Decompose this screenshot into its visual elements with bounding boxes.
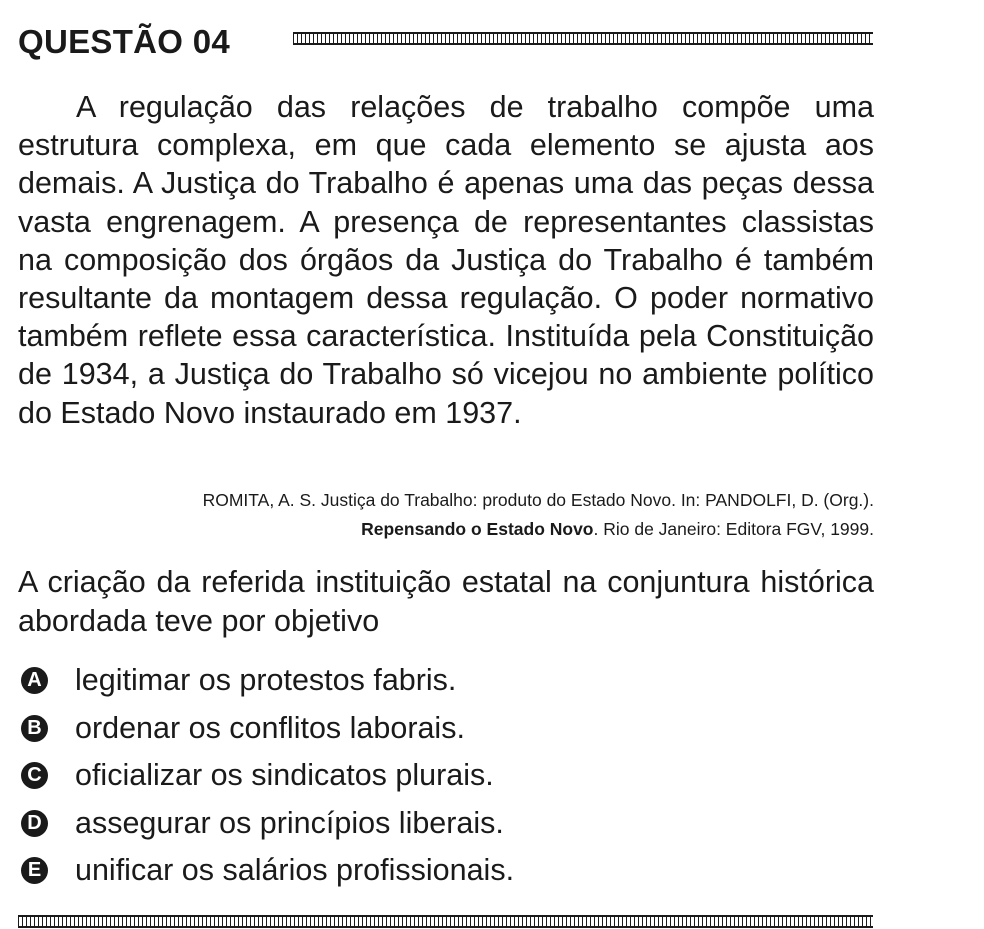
option-text-b: ordenar os conflitos laborais. bbox=[75, 710, 465, 745]
citation-book-title: Repensando o Estado Novo bbox=[361, 519, 594, 539]
option-c[interactable] bbox=[18, 752, 874, 800]
option-letter-a: A bbox=[21, 667, 48, 694]
question-header bbox=[18, 22, 874, 62]
option-text-a: legitimar os protestos fabris. bbox=[75, 663, 457, 698]
citation-publisher: . Rio de Janeiro: Editora FGV, 1999. bbox=[593, 519, 874, 539]
footer-divider bbox=[18, 915, 873, 928]
option-d[interactable] bbox=[18, 800, 874, 848]
question-title: QUESTÃO 04 bbox=[18, 23, 231, 60]
option-letter-e: E bbox=[21, 857, 48, 884]
citation-line-1: ROMITA, A. S. Justiça do Trabalho: produto do Estado Novo. In: PANDOLFI, D. (Org.). bbox=[202, 490, 874, 510]
option-b[interactable] bbox=[18, 705, 874, 753]
option-a[interactable] bbox=[18, 657, 874, 705]
answer-options bbox=[18, 657, 874, 895]
option-text-e: unificar os salários profissionais. bbox=[75, 853, 515, 888]
option-letter-b: B bbox=[21, 715, 48, 742]
option-text-c: oficializar os sindicatos plurais. bbox=[75, 758, 494, 793]
source-citation bbox=[18, 486, 874, 544]
header-divider bbox=[293, 32, 873, 45]
question-prompt: A criação da referida instituição estatal na conjuntura histórica abordada teve por objetivo bbox=[18, 565, 874, 638]
option-e[interactable] bbox=[18, 847, 874, 895]
option-text-d: assegurar os princípios liberais. bbox=[75, 805, 504, 840]
citation-line-2 bbox=[18, 515, 874, 544]
option-letter-d: D bbox=[21, 810, 48, 837]
option-letter-c: C bbox=[21, 762, 48, 789]
passage-text: A regulação das relações de trabalho compõe uma estrutura complexa, em que cada elemento se ajusta aos demais. A Justiça do Trabalho é apenas uma das peças dessa vasta engrenagem. A presença de representantes classistas na composição dos órgãos da Justiça do Trabalho é também resultante da montagem dessa regulação. O poder normativo também reflete essa característica. Instituída pela Constituição de 1934, a Justiça do Trabalho só vicejou no ambiente político do Estado Novo instaurado em 1937. bbox=[18, 90, 874, 430]
